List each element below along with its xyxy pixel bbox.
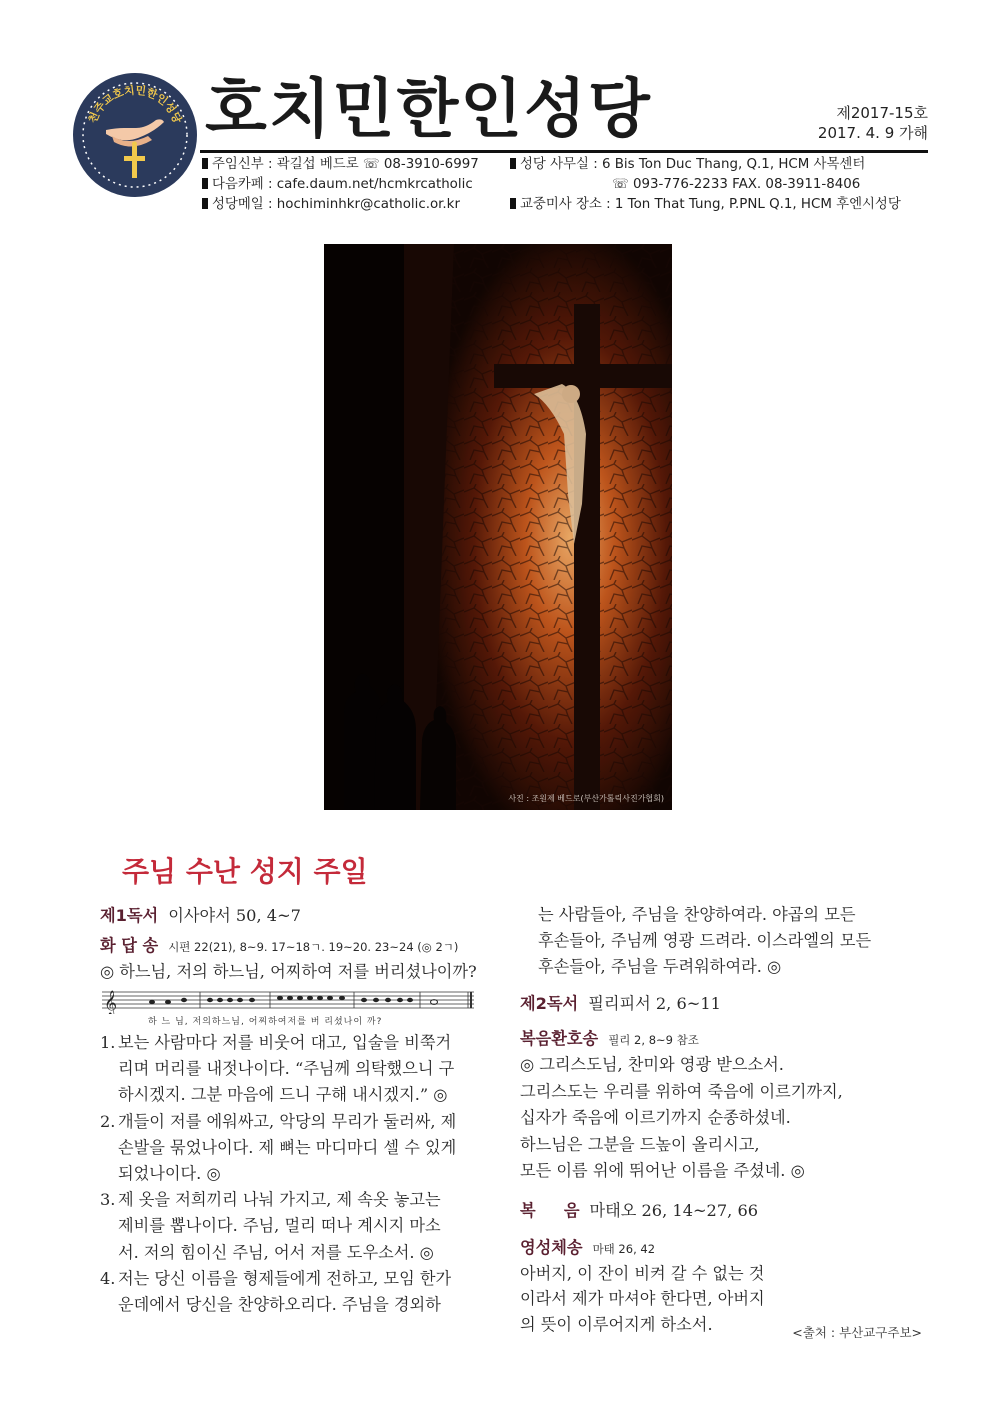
verse-number: 4.	[100, 1268, 116, 1288]
music-staff	[102, 988, 474, 1027]
bullet-icon	[510, 198, 516, 209]
reading2-ref: 필리피서 2, 6~11	[588, 994, 721, 1013]
psalm-label: 화 답 송	[100, 936, 159, 955]
verse-line: 후손들아, 주님께 영광 드려라. 이스라엘의 모든	[538, 931, 872, 950]
phone-fax-info: ☏ 093-776-2233 FAX. 08-3911-8406	[612, 177, 861, 192]
communion-line: 의 뜻이 이루어지게 하소서.	[520, 1314, 713, 1334]
sunday-title: 주님 수난 성지 주일	[122, 855, 368, 888]
verse-number: 2.	[100, 1111, 116, 1131]
bullet-icon	[202, 178, 208, 189]
header-rule	[200, 150, 928, 153]
acclamation-line: 하느님은 그분을 드높이 올리시고,	[520, 1134, 760, 1154]
photo-credit: 사진 : 조원제 베드로(부산가톨릭사진가협회)	[508, 794, 664, 803]
verse-line: 후손들아, 주님을 두려워하여라. ◎	[538, 957, 782, 976]
acclamation-ref: 필리 2, 8~9 참조	[608, 1033, 699, 1047]
gospel-ref: 마태오 26, 14~27, 66	[589, 1200, 759, 1220]
verse-line: 제 옷을 저희끼리 나눠 가지고, 제 속옷 놓고는	[118, 1190, 441, 1210]
issue-date: 2017. 4. 9 가해	[817, 124, 928, 142]
acclamation-label: 복음환호송	[520, 1029, 599, 1048]
parish-logo	[72, 72, 198, 198]
acclamation-line: ◎ 그리스도님, 찬미와 영광 받으소서.	[520, 1055, 784, 1074]
music-lyric: 하 느 님, 저의하느님, 어찌하여저를 버 리셨나이 까?	[148, 1017, 383, 1027]
verse-line: 서. 저의 힘이신 주님, 어서 저를 도우소서. ◎	[118, 1242, 434, 1262]
reading1-label: 제1독서	[100, 906, 159, 925]
source-note: <출처 : 부산교구주보>	[792, 1325, 922, 1340]
verse-line: 되었나이다. ◎	[118, 1164, 221, 1184]
verse-line: 보는 사람마다 저를 비웃어 대고, 입술을 비쭉거	[118, 1033, 452, 1052]
verse-line: 손발을 묶었나이다. 제 뼈는 마디마디 셀 수 있게	[118, 1137, 457, 1157]
issue-number: 제2017-15호	[836, 104, 928, 122]
reading2-label: 제2독서	[520, 994, 579, 1013]
verse-line: 는 사람들아, 주님을 찬양하여라. 야곱의 모든	[538, 905, 856, 924]
acclamation-line: 모든 이름 위에 뛰어난 이름을 주셨네. ◎	[520, 1161, 805, 1180]
verse-line: 리며 머리를 내젓나이다. “주님께 의탁했으니 구	[118, 1059, 455, 1079]
issue-info	[818, 103, 928, 143]
acclamation-line: 그리스도는 우리를 위하여 죽음에 이르기까지,	[520, 1081, 843, 1101]
pastor-info: 주임신부 : 곽길섭 베드로 ☏ 08-3910-6997	[212, 157, 479, 172]
cafe-link[interactable]: 다음카페 : cafe.daum.net/hcmkrcatholic	[212, 177, 473, 192]
logo-text: 천주교호치민한인성당	[85, 83, 185, 126]
communion-ref: 마태 26, 42	[592, 1241, 656, 1256]
parish-contact-info	[202, 155, 942, 215]
communion-label: 영성체송	[520, 1237, 583, 1257]
crucifix-photo	[324, 244, 672, 810]
verse-line: 운데에서 당신을 찬양하오리다. 주님을 경외하	[118, 1295, 441, 1315]
mass-place-info: 교중미사 장소 : 1 Ton That Tung, P.PNL Q.1, HCM 후엔시성당	[520, 197, 901, 212]
verse-number: 1.	[100, 1033, 116, 1052]
psalm-ref: 시편 22(21), 8~9. 17~18ㄱ. 19~20. 23~24 (◎ 2ㄱ)	[168, 940, 459, 954]
left-column	[100, 902, 490, 1318]
treble-clef-icon: 𝄞	[104, 991, 118, 1014]
bullet-icon	[510, 158, 516, 169]
reading1-ref: 이사야서 50, 4~7	[168, 906, 301, 925]
verse-line: 하시겠지. 그분 마음에 드니 구해 내시겠지.” ◎	[118, 1085, 448, 1105]
email-link[interactable]: 성당메일 : hochiminhkr@catholic.or.kr	[212, 197, 460, 212]
communion-line: 아버지, 이 잔이 비켜 갈 수 없는 것	[520, 1263, 765, 1283]
verse-number: 3.	[100, 1190, 116, 1210]
newsletter-title: 호치민한인성당	[205, 73, 652, 147]
acclamation-line: 십자가 죽음에 이르기까지 순종하셨네.	[520, 1108, 791, 1127]
right-column	[520, 902, 920, 1337]
bullet-icon	[202, 198, 208, 209]
psalm-refrain: ◎ 하느님, 저의 하느님, 어찌하여 저를 버리셨나이까?	[100, 962, 477, 981]
gospel-label: 복 음	[520, 1200, 580, 1220]
verse-line: 개들이 저를 에워싸고, 악당의 무리가 둘러싸, 제	[118, 1111, 457, 1131]
communion-line: 이라서 제가 마셔야 한다면, 아버지	[520, 1289, 765, 1308]
office-info: 성당 사무실 : 6 Bis Ton Duc Thang, Q.1, HCM 사목센터	[520, 157, 866, 172]
bullet-icon	[202, 158, 208, 169]
verse-line: 저는 당신 이름을 형제들에게 전하고, 모임 한가	[118, 1268, 452, 1288]
verse-line: 제비를 뽑나이다. 주님, 멀리 떠나 계시지 마소	[118, 1216, 441, 1236]
